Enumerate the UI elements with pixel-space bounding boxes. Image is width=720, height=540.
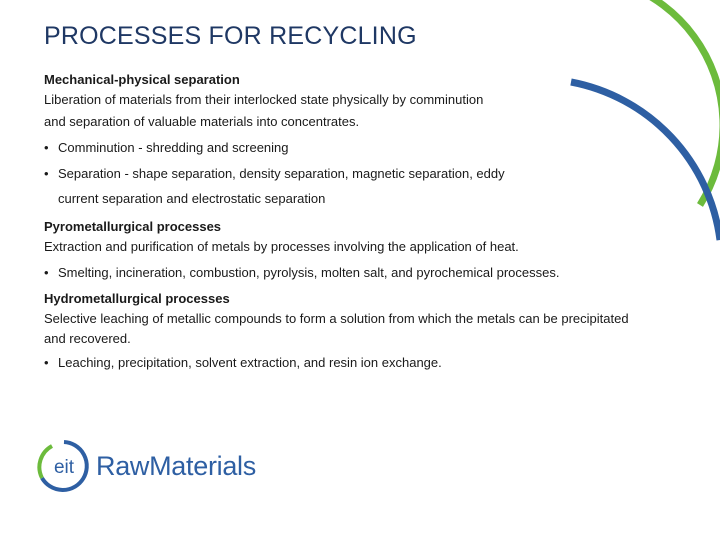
page-title: PROCESSES FOR RECYCLING bbox=[44, 22, 417, 50]
eit-logo-mark bbox=[36, 438, 92, 494]
section-text: Extraction and purification of metals by processes involving the application of heat. bbox=[44, 239, 519, 254]
bullet-glyph: • bbox=[44, 166, 49, 181]
bullet-glyph: • bbox=[44, 140, 49, 155]
list-item: • Comminution - shredding and screening bbox=[44, 138, 644, 158]
eit-rawmaterials-logo bbox=[36, 438, 256, 494]
list-item: • Leaching, precipitation, solvent extraction, and resin ion exchange. bbox=[44, 353, 644, 373]
list-item: • Smelting, incineration, combustion, pyrolysis, molten salt, and pyrochemical processes. bbox=[44, 263, 644, 283]
bullet-glyph: • bbox=[44, 265, 49, 280]
content-body bbox=[44, 70, 644, 379]
section-text-line: and separation of valuable materials into concentrates. bbox=[44, 114, 360, 129]
logo-wordmark: RawMaterials bbox=[96, 450, 256, 481]
section-text-line: Liberation of materials from their interlocked state physically by comminution bbox=[44, 92, 484, 107]
list-item: • Separation - shape separation, density separation, magnetic separation, eddy current separation and electrostatic separation bbox=[44, 164, 644, 211]
bullet-glyph: • bbox=[44, 355, 49, 370]
section-heading-hydro: Hydrometallurgical processes bbox=[44, 291, 230, 306]
section-text: Selective leaching of metallic compounds to form a solution from which the metals can be precipitated and recovered. bbox=[44, 311, 629, 346]
section-heading-mechanical: Mechanical-physical separation bbox=[44, 72, 240, 87]
logo-mark-text: eit bbox=[53, 457, 75, 478]
section-heading-pyro: Pyrometallurgical processes bbox=[44, 219, 222, 234]
